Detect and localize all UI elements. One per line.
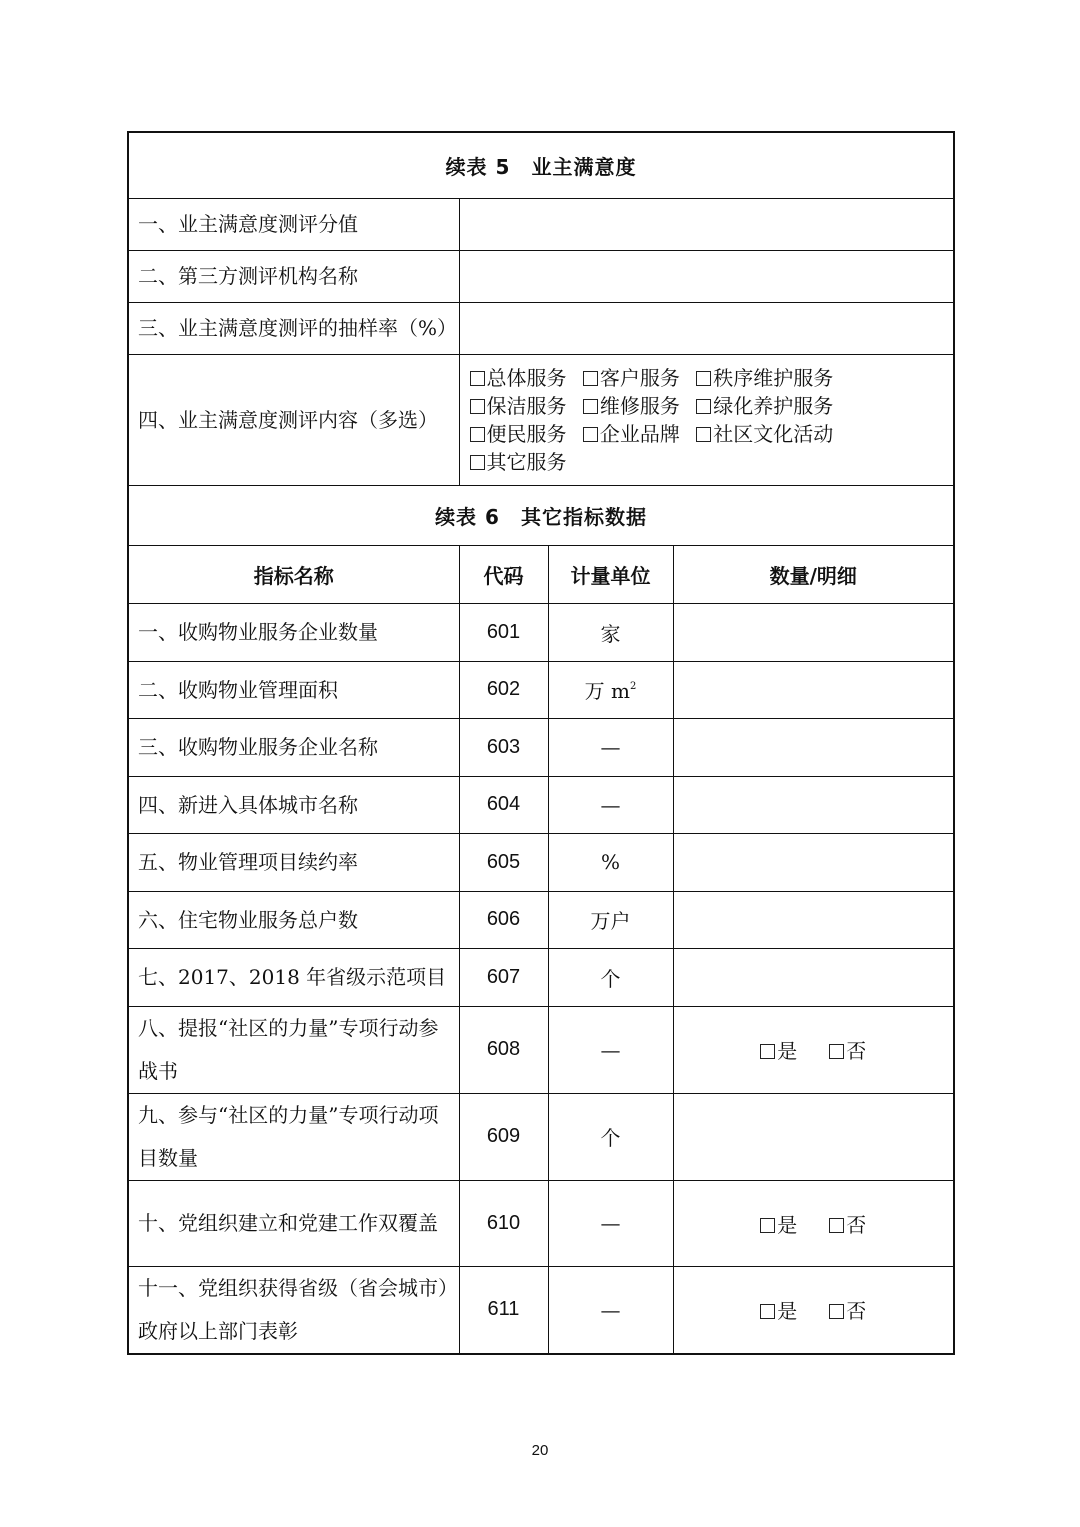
indicator-unit: — xyxy=(548,718,673,776)
yes-checkbox[interactable]: 是 xyxy=(760,1035,797,1064)
yes-no-choice xyxy=(673,1180,954,1266)
indicator-detail[interactable] xyxy=(673,833,954,891)
indicator-name: 三、收购物业服务企业名称 xyxy=(128,718,459,776)
table5-row-value[interactable] xyxy=(459,250,954,302)
indicator-code: 607 xyxy=(459,948,548,1006)
yes-no-choice xyxy=(673,1006,954,1093)
indicator-unit: 万户 xyxy=(548,891,673,948)
checkbox-icon[interactable] xyxy=(829,1044,844,1059)
indicator-unit: — xyxy=(548,1180,673,1266)
indicator-name: 一、收购物业服务企业数量 xyxy=(128,603,459,661)
table-row xyxy=(128,1006,954,1093)
indicator-code: 604 xyxy=(459,776,548,833)
indicator-detail[interactable] xyxy=(673,718,954,776)
table-row xyxy=(128,891,954,948)
table-row xyxy=(128,718,954,776)
unit-superscript: 2 xyxy=(629,681,637,692)
option-checkbox[interactable]: 客户服务 xyxy=(583,366,680,390)
option-checkbox[interactable]: 保洁服务 xyxy=(470,394,567,418)
checkbox-icon[interactable] xyxy=(583,399,598,414)
header-unit: 计量单位 xyxy=(548,545,673,603)
indicator-detail[interactable] xyxy=(673,776,954,833)
checkbox-icon[interactable] xyxy=(829,1304,844,1319)
indicator-unit: 家 xyxy=(548,603,673,661)
indicator-code: 603 xyxy=(459,718,548,776)
checkbox-icon[interactable] xyxy=(760,1218,775,1233)
indicator-code: 606 xyxy=(459,891,548,948)
indicator-unit: — xyxy=(548,1006,673,1093)
indicator-detail[interactable] xyxy=(673,661,954,718)
checkbox-icon[interactable] xyxy=(470,455,485,470)
table5-row-value[interactable] xyxy=(459,302,954,354)
checkbox-icon[interactable] xyxy=(470,427,485,442)
option-checkbox[interactable]: 企业品牌 xyxy=(583,422,680,446)
indicator-code: 605 xyxy=(459,833,548,891)
table-row xyxy=(128,776,954,833)
table-row xyxy=(128,1093,954,1180)
indicator-name: 十一、党组织获得省级（省会城市）政府以上部门表彰 xyxy=(128,1266,459,1354)
indicator-detail[interactable] xyxy=(673,948,954,1006)
content-options xyxy=(459,354,954,485)
indicator-code: 601 xyxy=(459,603,548,661)
checkbox-icon[interactable] xyxy=(583,371,598,386)
table-row xyxy=(128,603,954,661)
indicator-name: 六、住宅物业服务总户数 xyxy=(128,891,459,948)
indicator-detail[interactable] xyxy=(673,891,954,948)
option-checkbox[interactable]: 便民服务 xyxy=(470,422,567,446)
table5-row-value[interactable] xyxy=(459,198,954,250)
page-number: 20 xyxy=(531,1442,549,1459)
yes-no-choice xyxy=(673,1266,954,1354)
indicator-name: 九、参与“社区的力量”专项行动项目数量 xyxy=(128,1093,459,1180)
indicator-detail[interactable] xyxy=(673,603,954,661)
checkbox-icon[interactable] xyxy=(696,427,711,442)
checkbox-icon[interactable] xyxy=(696,371,711,386)
no-checkbox[interactable]: 否 xyxy=(829,1295,866,1324)
indicator-name: 八、提报“社区的力量”专项行动参战书 xyxy=(128,1006,459,1093)
option-checkbox[interactable]: 绿化养护服务 xyxy=(696,394,833,418)
checkbox-icon[interactable] xyxy=(470,371,485,386)
indicator-name: 五、物业管理项目续约率 xyxy=(128,833,459,891)
header-code: 代码 xyxy=(459,545,548,603)
indicator-code: 602 xyxy=(459,661,548,718)
checkbox-icon[interactable] xyxy=(760,1044,775,1059)
table-row xyxy=(128,1180,954,1266)
option-checkbox[interactable]: 秩序维护服务 xyxy=(696,366,833,390)
table-row xyxy=(128,1266,954,1354)
table-row xyxy=(128,833,954,891)
checkbox-icon[interactable] xyxy=(470,399,485,414)
no-checkbox[interactable]: 否 xyxy=(829,1035,866,1064)
checkbox-icon[interactable] xyxy=(583,427,598,442)
no-checkbox[interactable]: 否 xyxy=(829,1209,866,1238)
table5-row-label: 三、业主满意度测评的抽样率（%） xyxy=(128,302,459,354)
indicator-unit: 万 $m^2$ xyxy=(548,661,673,718)
indicator-code: 609 xyxy=(459,1093,548,1180)
indicator-code: 611 xyxy=(459,1266,548,1354)
option-checkbox[interactable]: 总体服务 xyxy=(470,366,567,390)
indicator-unit: — xyxy=(548,776,673,833)
header-detail: 数量/明细 xyxy=(673,545,954,603)
indicator-name: 四、新进入具体城市名称 xyxy=(128,776,459,833)
table-row xyxy=(128,948,954,1006)
option-checkbox[interactable]: 维修服务 xyxy=(583,394,680,418)
indicator-unit: 个 xyxy=(548,1093,673,1180)
table5-row-label: 二、第三方测评机构名称 xyxy=(128,250,459,302)
survey-table xyxy=(127,131,955,1355)
indicator-code: 610 xyxy=(459,1180,548,1266)
table6-title: 续表 6 其它指标数据 xyxy=(128,485,954,545)
option-checkbox[interactable]: 其它服务 xyxy=(470,450,567,474)
indicator-detail[interactable] xyxy=(673,1093,954,1180)
header-name: 指标名称 xyxy=(128,545,459,603)
indicator-name: 二、收购物业管理面积 xyxy=(128,661,459,718)
yes-checkbox[interactable]: 是 xyxy=(760,1209,797,1238)
indicator-name: 十、党组织建立和党建工作双覆盖 xyxy=(128,1180,459,1266)
table-row xyxy=(128,661,954,718)
indicator-code: 608 xyxy=(459,1006,548,1093)
table5-row-label: 一、业主满意度测评分值 xyxy=(128,198,459,250)
indicator-name: 七、2017、2018 年省级示范项目 xyxy=(128,948,459,1006)
table5-content-label: 四、业主满意度测评内容（多选） xyxy=(128,354,459,485)
option-checkbox[interactable]: 社区文化活动 xyxy=(696,422,833,446)
indicator-unit: % xyxy=(548,833,673,891)
indicator-unit: — xyxy=(548,1266,673,1354)
checkbox-icon[interactable] xyxy=(829,1218,844,1233)
table5-title: 续表 5 业主满意度 xyxy=(128,132,954,198)
indicator-unit: 个 xyxy=(548,948,673,1006)
yes-checkbox[interactable]: 是 xyxy=(760,1295,797,1324)
checkbox-icon[interactable] xyxy=(760,1304,775,1319)
checkbox-icon[interactable] xyxy=(696,399,711,414)
